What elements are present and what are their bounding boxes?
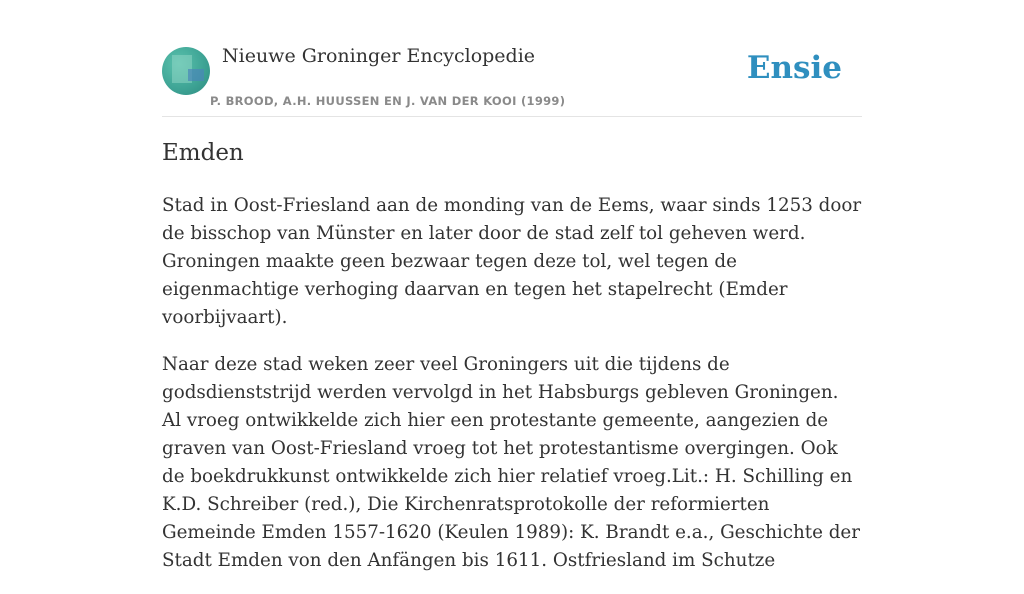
entry-title: Emden [162,140,244,166]
body-paragraph: Naar deze stad weken zeer veel Groningers uit die tijdens de godsdienststrijd werden vervolgd in het Habsburgs gebleven Groningen. Al vroeg ontwikkelde zich hier een protestante gemeente, aangezien de graven van Oost-Friesland vroeg tot het protestantisme overgingen. Ook de boekdrukkunst ontwikkelde zich hier relatief vroeg.Lit.: H. Schilling en K.D. Schreiber (red.), Die Kirchenratsprotokolle der reformierten Gemeinde Emden 1557-1620 (Keulen 1989): K. Brandt e.a., Geschichte der Stadt Emden von den Anfängen bis 1611. Ostfriesland im Schutze [162,354,860,571]
cover-strip-shape [188,69,204,81]
source-header [162,0,862,117]
body-paragraph: Stad in Oost-Friesland aan de monding van de Eems, waar sinds 1253 door de bisschop van Münster en later door de stad zelf tol geheven werd. Groningen maakte geen bezwaar tegen deze tol, wel tegen de eigenmachtige verhoging daarvan en tegen het stapelrecht (Emder voorbijvaart). [162,195,862,328]
ensie-logo[interactable]: Ensie [746,50,842,86]
book-cover-icon[interactable] [162,47,210,95]
publication-title[interactable]: Nieuwe Groninger Encyclopedie [222,45,536,67]
publication-authors: P. BROOD, A.H. HUUSSEN EN J. VAN DER KOOI (1999) [210,94,566,108]
article-page [162,0,862,571]
entry-body [162,192,862,594]
